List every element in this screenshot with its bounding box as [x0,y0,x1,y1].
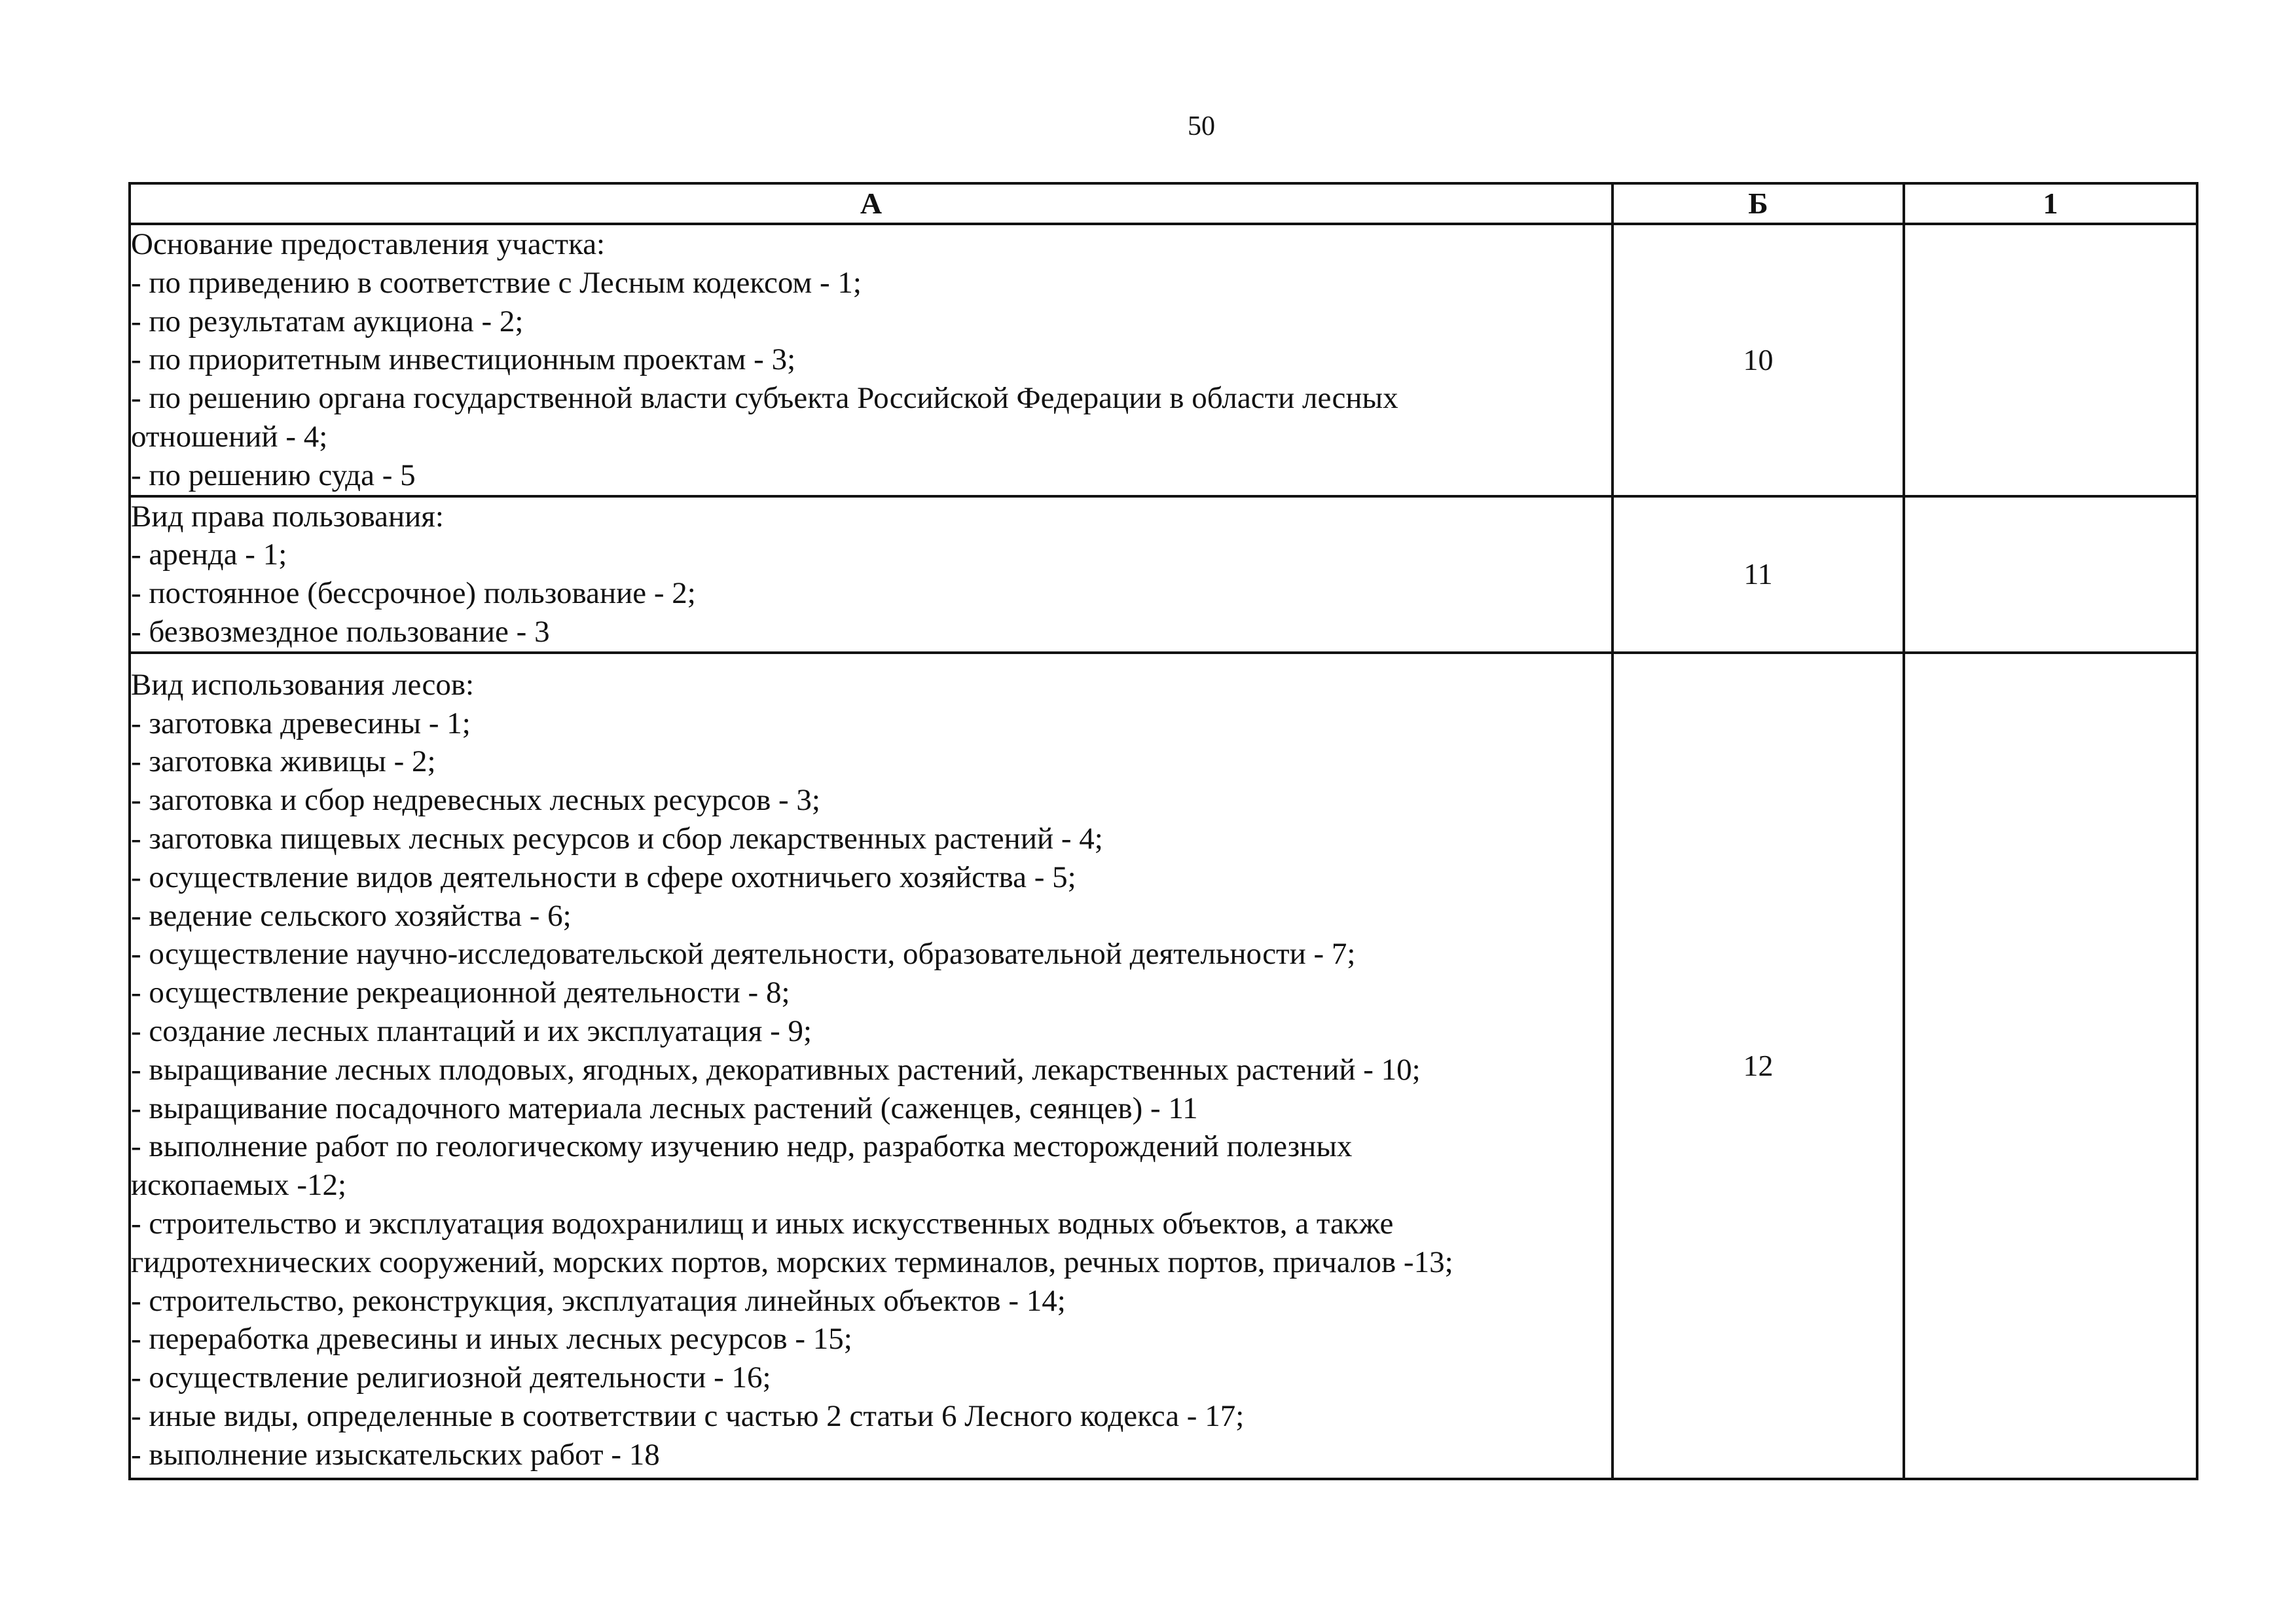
option-line-continuation: ископаемых -12; [131,1168,347,1203]
option-line: - создание лесных плантаций и их эксплуатация - 9; [131,1013,812,1048]
row-value-cell[interactable] [1904,496,2197,653]
option-line: - строительство и эксплуатация водохранилищ и иных искусственных водных объектов, а также [131,1206,1394,1241]
option-line: - выращивание посадочного материала лесных растений (саженцев, сеянцев) - 11 [131,1091,1198,1125]
option-line: - осуществление видов деятельности в сфере охотничьего хозяйства - 5; [131,860,1076,894]
table-header-row [130,183,2197,224]
option-line: - заготовка живицы - 2; [131,744,436,779]
option-line-continuation: отношений - 4; [131,419,328,454]
option-line: - по решению органа государственной власти субъекта Российской Федерации в области лесных [131,381,1398,416]
option-line: - заготовка и сбор недревесных лесных ресурсов - 3; [131,783,820,818]
row-description-cell [130,653,1613,1479]
option-line: - выполнение изыскательских работ - 18 [131,1437,660,1472]
row-code-cell: 11 [1613,496,1904,653]
row-description-cell [130,496,1613,653]
column-header-a: А [130,183,1613,224]
row-value-cell[interactable] [1904,653,2197,1479]
table-row [130,224,2197,496]
option-line-continuation: гидротехнических сооружений, морских портов, морских терминалов, речных портов, причалов -13; [131,1245,1453,1279]
option-line: - переработка древесины и иных лесных ресурсов - 15; [131,1322,852,1357]
option-line: - по решению суда - 5 [131,458,416,492]
option-line: - осуществление религиозной деятельности - 16; [131,1360,771,1395]
form-table [128,182,2198,1480]
column-header-b: Б [1613,183,1904,224]
option-line: - аренда - 1; [131,538,287,572]
row-heading: Основание предоставления участка: [131,227,606,261]
option-line: - постоянное (бессрочное) пользование - 2; [131,576,696,611]
option-line: - по приведению в соответствие с Лесным кодексом - 1; [131,265,862,300]
row-code-cell: 12 [1613,653,1904,1479]
table-row [130,496,2197,653]
row-heading: Вид права пользования: [131,499,444,534]
option-line: - по результатам аукциона - 2; [131,304,524,338]
row-code-cell: 10 [1613,224,1904,496]
column-header-1: 1 [1904,183,2197,224]
option-line: - безвозмездное пользование - 3 [131,614,550,649]
row-value-cell[interactable] [1904,224,2197,496]
option-line: - иные виды, определенные в соответствии с частью 2 статьи 6 Лесного кодекса - 17; [131,1398,1245,1433]
row-description-cell [130,224,1613,496]
option-line: - заготовка пищевых лесных ресурсов и сбор лекарственных растений - 4; [131,821,1103,856]
option-line: - строительство, реконструкция, эксплуатация линейных объектов - 14; [131,1283,1066,1318]
option-line: - заготовка древесины - 1; [131,706,471,740]
option-line: - выращивание лесных плодовых, ягодных, декоративных растений, лекарственных растений - 10; [131,1052,1421,1087]
table-row [130,653,2197,1479]
option-line: - выполнение работ по геологическому изучению недр, разработка месторождений полезных [131,1129,1353,1164]
option-line: - осуществление научно-исследовательской деятельности, образовательной деятельности - 7; [131,937,1356,972]
option-line: - осуществление рекреационной деятельности - 8; [131,976,790,1010]
row-heading: Вид использования лесов: [131,667,475,702]
option-line: - ведение сельского хозяйства - 6; [131,898,572,933]
option-line: - по приоритетным инвестиционным проектам - 3; [131,342,796,377]
page-number: 50 [1188,111,1215,141]
